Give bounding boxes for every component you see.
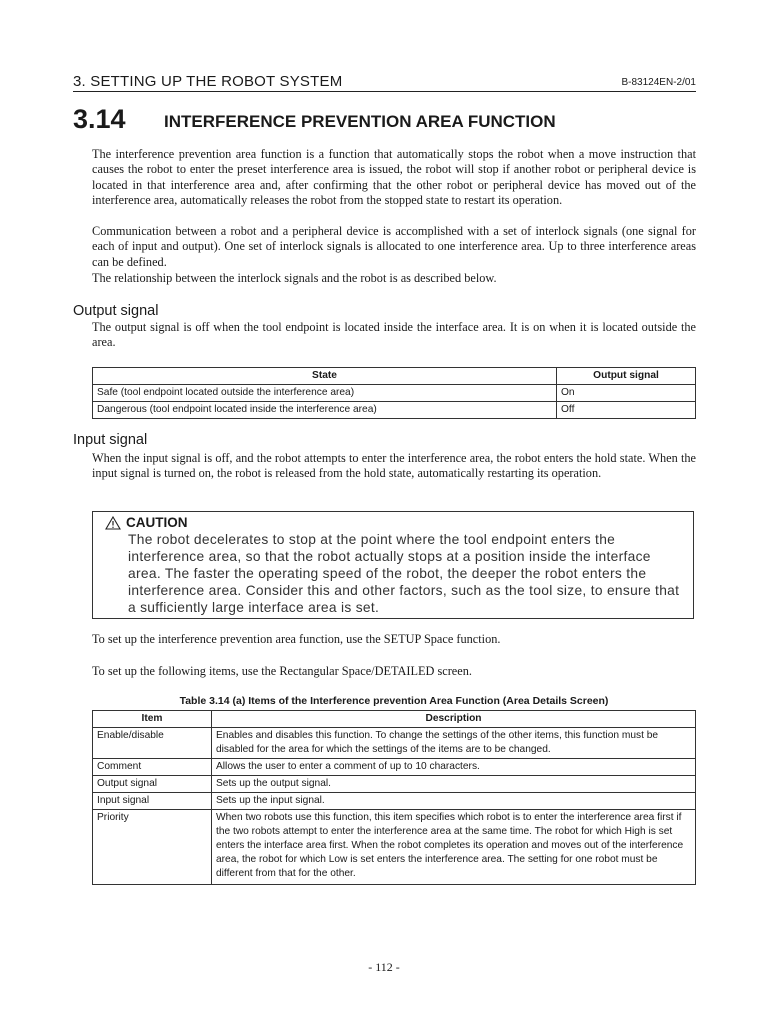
item-cell: Comment [93, 759, 212, 776]
section-heading [73, 104, 703, 138]
chapter-title: 3. SETTING UP THE ROBOT SYSTEM [73, 73, 343, 90]
column-header-description: Description [212, 711, 696, 728]
output-signal-table [92, 367, 696, 419]
caution-box [92, 511, 694, 619]
item-cell: Output signal [93, 776, 212, 793]
table-row [93, 759, 696, 776]
table-row [93, 402, 696, 419]
input-signal-text: When the input signal is off, and the robot attempts to enter the interference area, the robot enters the hold state. When the input signal is turned on, the robot is released from the hold state, automatically restarting its operation. [92, 451, 696, 481]
warning-triangle-icon [105, 516, 121, 530]
description-cell: Allows the user to enter a comment of up to 10 characters. [212, 759, 696, 776]
table-row [93, 776, 696, 793]
description-cell: Enables and disables this function. To change the settings of the other items, this function must be disabled for the area for which the settings of the items are to be changed. [212, 728, 696, 759]
section-number: 3.14 [73, 104, 126, 134]
column-header-output-signal: Output signal [557, 368, 696, 385]
caution-label: CAUTION [126, 515, 188, 530]
document-number: B-83124EN-2/01 [621, 77, 696, 88]
table-header-row [93, 368, 696, 385]
output-cell: Off [557, 402, 696, 419]
item-cell: Enable/disable [93, 728, 212, 759]
intro-paragraph-1: The interference prevention area function is a function that automatically stops the robot when a move instruction that causes the robot to enter the preset interference area is issued, the robot will stop if another robot or peripheral device is located in that interference area and, after confirming that the other robot or peripheral device has moved out of the interference area, automatically releases the robot from the stopped state to restart its operation. [92, 147, 696, 208]
caution-header [105, 515, 188, 530]
output-signal-text: The output signal is off when the tool endpoint is located inside the interface area. It is on when it is located outside the area. [92, 320, 696, 350]
table-row [93, 728, 696, 759]
table-caption: Table 3.14 (a) Items of the Interference prevention Area Function (Area Details Screen) [179, 695, 609, 707]
intro-paragraph-3: The relationship between the interlock signals and the robot is as described below. [92, 271, 497, 285]
setup-paragraph-1: To set up the interference prevention area function, use the SETUP Space function. [92, 632, 501, 646]
page-number: - 112 - [368, 960, 400, 974]
description-cell: Sets up the input signal. [212, 793, 696, 810]
section-title: INTERFERENCE PREVENTION AREA FUNCTION [164, 112, 556, 131]
table-row [93, 793, 696, 810]
item-cell: Priority [93, 810, 212, 885]
table-row [93, 810, 696, 885]
table-header-row [93, 711, 696, 728]
state-cell: Dangerous (tool endpoint located inside the interference area) [93, 402, 557, 419]
caution-text: The robot decelerates to stop at the point where the tool endpoint enters the interference area, so that the robot actually stops at a position inside the interface area. The faster the operating speed of the robot, the deeper the robot enters the interference area. Consider this and other factors, such as the tool size, to ensure that a sufficiently large interface area is set. [128, 532, 680, 615]
state-cell: Safe (tool endpoint located outside the interference area) [93, 385, 557, 402]
description-cell: When two robots use this function, this item specifies which robot is to enter the interference area first if the two robots attempt to enter the interference area at the same time. The robot for which High is set enters the interface area first. When the robot completes its operation and moves out of the interference area, the robot for which Low is set enters the interference area. The setting for one robot must be different from that for the other. [212, 810, 696, 885]
description-cell: Sets up the output signal. [212, 776, 696, 793]
column-header-item: Item [93, 711, 212, 728]
running-header [73, 73, 696, 92]
items-table [92, 710, 696, 885]
column-header-state: State [93, 368, 557, 385]
table-row [93, 385, 696, 402]
input-signal-heading: Input signal [73, 432, 148, 448]
intro-paragraph-2: Communication between a robot and a peripheral device is accomplished with a set of interlock signals (one signal for each of input and output). One set of interlock signals is allocated to one interference area. Up to three interference areas can be defined. [92, 224, 696, 269]
output-signal-heading: Output signal [73, 303, 159, 319]
output-cell: On [557, 385, 696, 402]
setup-paragraph-2: To set up the following items, use the Rectangular Space/DETAILED screen. [92, 664, 472, 678]
item-cell: Input signal [93, 793, 212, 810]
